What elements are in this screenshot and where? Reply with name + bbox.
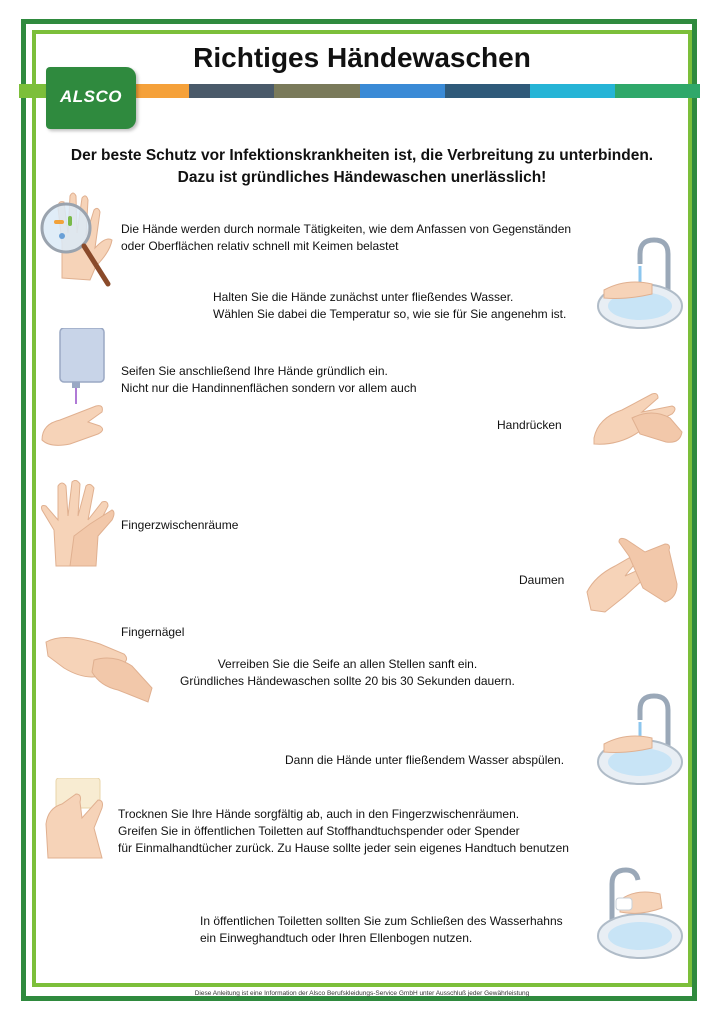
step-wasser <box>213 289 566 323</box>
intro-line-1: Der beste Schutz vor Infektionskrankheiten ist, die Verbreitung zu unterbinden. <box>70 147 654 164</box>
step-trocknen <box>118 806 569 857</box>
sink-elbow-icon <box>596 864 686 964</box>
step-fingernaegel: Fingernägel <box>121 625 185 639</box>
thumb-wash-icon <box>585 536 680 614</box>
step-wasserhahn <box>200 913 563 947</box>
fingernail-icon <box>44 632 154 704</box>
stripe-segment <box>274 84 359 98</box>
step-line: Halten Sie die Hände zunächst unter fließendes Wasser. <box>213 290 514 304</box>
step-fingerzwischenraeume: Fingerzwischenräume <box>121 518 239 532</box>
sink-rinse-icon <box>596 690 686 790</box>
step-line: Trocknen Sie Ihre Hände sorgfältig ab, auch in den Fingerzwischenräumen. <box>118 807 520 821</box>
step-line: ein Einweghandtuch oder Ihren Ellenbogen nutzen. <box>200 931 473 945</box>
step-keime <box>121 221 571 255</box>
alsco-logo <box>46 67 136 129</box>
step-line: Wählen Sie dabei die Temperatur so, wie sie für Sie angenehm ist. <box>213 307 567 321</box>
hands-back-icon <box>592 388 684 450</box>
step-line: Verreiben Sie die Seife an allen Stellen sanft ein. <box>217 657 478 671</box>
stripe-segment <box>360 84 445 98</box>
step-line: für Einmalhandtücher zurück. Zu Hause sollte jeder sein eigenes Handtuch benutzen <box>118 841 569 855</box>
step-line: In öffentlichen Toiletten sollten Sie zum Schließen des Wasserhahns <box>200 914 563 928</box>
soap-dispenser-icon <box>40 328 115 448</box>
stripe-segment <box>530 84 615 98</box>
towel-dry-icon <box>42 778 114 860</box>
step-daumen: Daumen <box>519 573 565 587</box>
step-abspuelen: Dann die Hände unter fließendem Wasser abspülen. <box>285 753 565 767</box>
step-line: oder Oberflächen relativ schnell mit Keimen belastet <box>121 239 399 253</box>
logo-text: ALSCO <box>60 87 122 106</box>
page-title: Richtiges Händewaschen <box>193 42 531 73</box>
step-line: Seifen Sie anschließend Ihre Hände gründlich ein. <box>121 364 388 378</box>
sink-faucet-icon <box>596 234 686 334</box>
intro-line-2: Dazu ist gründliches Händewaschen unerlässlich! <box>177 169 547 186</box>
footer-disclaimer: Diese Anleitung ist eine Information der Alsco Berufskleidungs-Service GmbH unter Ausschluß jeder Gewährleistung <box>194 990 530 997</box>
interlaced-fingers-icon <box>40 480 115 570</box>
step-verreiben <box>180 656 515 690</box>
stripe-segment <box>189 84 274 98</box>
intro-text <box>0 145 724 189</box>
stripe-segment <box>445 84 530 98</box>
step-line: Nicht nur die Handinnenflächen sondern vor allem auch <box>121 381 417 395</box>
magnifier-hand-icon <box>40 188 114 288</box>
stripe-segment <box>615 84 700 98</box>
step-line: Die Hände werden durch normale Tätigkeiten, wie dem Anfassen von Gegenständen <box>121 222 572 236</box>
step-line: Greifen Sie in öffentlichen Toiletten auf Stoffhandtuchspender oder Spender <box>118 824 520 838</box>
step-handruecken: Handrücken <box>497 418 562 432</box>
step-einseifen <box>121 363 417 397</box>
step-line: Gründliches Händewaschen sollte 20 bis 30 Sekunden dauern. <box>180 674 515 688</box>
